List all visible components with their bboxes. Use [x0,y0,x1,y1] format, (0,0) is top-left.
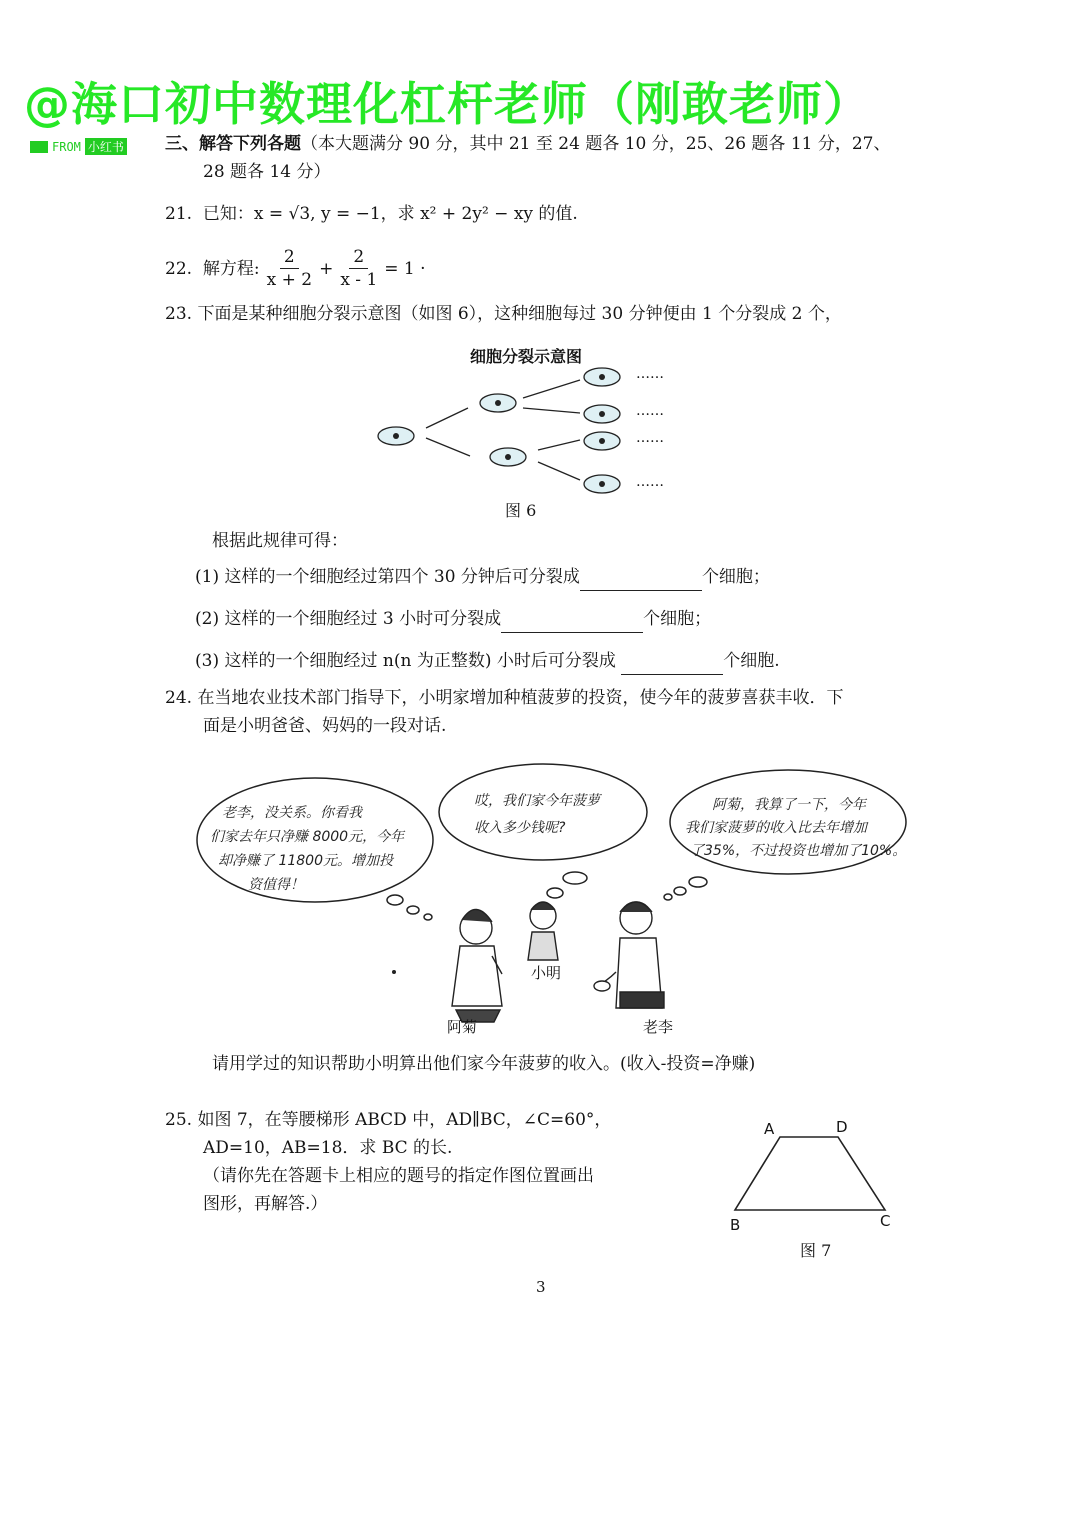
bubble-right-line3: 了35%，不过投资也增加了10%。 [690,843,907,859]
trapezoid-figure [725,1125,895,1225]
frac2-denominator: x - 1 [340,270,378,290]
q24-question: 请用学过的知识帮助小明算出他们家今年菠萝的收入。(收入-投资=净赚) [212,1054,756,1074]
sub1-tail: 个细胞； [701,567,770,587]
flag-icon [30,141,48,153]
vertex-d: D [836,1118,848,1136]
page-number: 3 [536,1278,546,1296]
q23-sub3 [195,647,780,675]
q22-fraction-2 [336,246,381,291]
branch-line [523,408,580,413]
question-22 [165,246,426,291]
q25-line3: （请你先在答题卡上相应的题号的指定作图位置画出 [203,1166,594,1186]
bubble-mid-line1: 哎，我们家今年菠萝 [474,793,600,809]
trapezoid-shape [735,1137,885,1210]
fig6-label: 图 6 [505,501,537,520]
father-figure [594,902,664,1008]
q23-sub2 [195,605,711,633]
bubble-left-line4: 资值得！ [248,877,304,893]
sub3-answer-blank[interactable] [621,654,723,675]
vertex-a: A [764,1120,775,1138]
section-title: 三、解答下列各题 [165,134,301,154]
q23-sub1 [195,563,770,591]
sub3-tail: 个细胞. [723,651,780,671]
frac1-numerator: 2 [280,246,299,269]
sub2-tail: 个细胞； [643,609,712,629]
sub2-answer-blank[interactable] [501,612,643,633]
bubble-right-line1: 阿菊，我算了一下，今年 [712,797,866,813]
q21-number: 21. [165,204,193,224]
from-label: FROM [52,139,81,154]
branch-line [538,440,580,450]
frac1-denominator: x + 2 [266,270,313,290]
mother-figure [452,909,502,1022]
q25-line4: 图形，再解答.） [203,1194,328,1214]
branch-line [426,408,468,428]
sub1-answer-blank[interactable] [580,570,702,591]
label-child: 小明 [531,964,562,982]
q22-plus: + [319,258,334,279]
sub2-text: (2) 这样的一个细胞经过 3 小时可分裂成 [195,609,502,629]
bubble-right-line2: 我们家菠萝的收入比去年增加 [685,820,867,836]
watermark: @海口初中数理化杠杆老师（刚敢老师） [24,77,870,131]
sub3-text: (3) 这样的一个细胞经过 n(n 为正整数) 小时后可分裂成 [195,651,616,671]
bubble-left-line2: 们家去年只净赚 8000元，今年 [210,829,405,845]
q24-line1: 24. 在当地农业技术部门指导下，小明家增加种植菠萝的投资，使今年的菠萝喜获丰收．下 [165,688,844,708]
label-mother: 阿菊 [447,1018,478,1036]
branch-line [426,438,470,456]
question-21 [165,200,578,228]
app-label: 小红书 [85,138,127,155]
fig7-label: 图 7 [800,1241,832,1260]
bubble-mid-line2: 收入多少钱呢? [474,820,566,836]
q23-rule: 根据此规律可得： [212,531,348,551]
bubble-left-line1: 老李，没关系。你看我 [222,805,362,821]
label-father: 老李 [643,1018,674,1036]
dots-3: …… [636,430,664,446]
dots-1: …… [636,366,664,382]
dots-2: …… [636,403,664,419]
q22-fraction-1 [263,246,316,291]
q22-number: 22. [165,258,193,279]
q21-text: 已知：x = √3, y = −1，求 x² + 2y² − xy 的值. [202,204,578,224]
diagram-title: 细胞分裂示意图 [470,347,583,366]
dots-4: …… [636,474,664,490]
sub1-text: (1) 这样的一个细胞经过第四个 30 分钟后可分裂成 [195,567,580,587]
section-desc-line2: 28 题各 14 分） [203,162,331,182]
section-desc-line1: （本大题满分 90 分，其中 21 至 24 题各 10 分，25、26 题各 11 分，27、 [301,134,891,154]
vertex-b: B [730,1216,741,1234]
bubble-left-line3: 却净赚了 11800元。增加投 [218,853,393,869]
q24-line2: 面是小明爸爸、妈妈的一段对话. [203,716,447,736]
q23-text: 23. 下面是某种细胞分裂示意图（如图 6），这种细胞每过 30 分钟便由 1 个分裂成 2 个， [165,304,842,324]
vertex-c: C [880,1212,891,1230]
q25-line2: AD=10，AB=18．求 BC 的长. [203,1138,453,1158]
q22-tail: = 1 · [384,258,426,279]
q22-lead: 解方程: [202,258,260,279]
section-header [165,130,891,158]
branch-line [538,462,580,480]
frac2-numerator: 2 [349,246,368,269]
q25-line1: 25. 如图 7，在等腰梯形 ABCD 中，AD∥BC，∠C=60°， [165,1110,612,1130]
branch-line [523,380,580,398]
child-figure [528,902,558,960]
from-tag [30,138,127,155]
